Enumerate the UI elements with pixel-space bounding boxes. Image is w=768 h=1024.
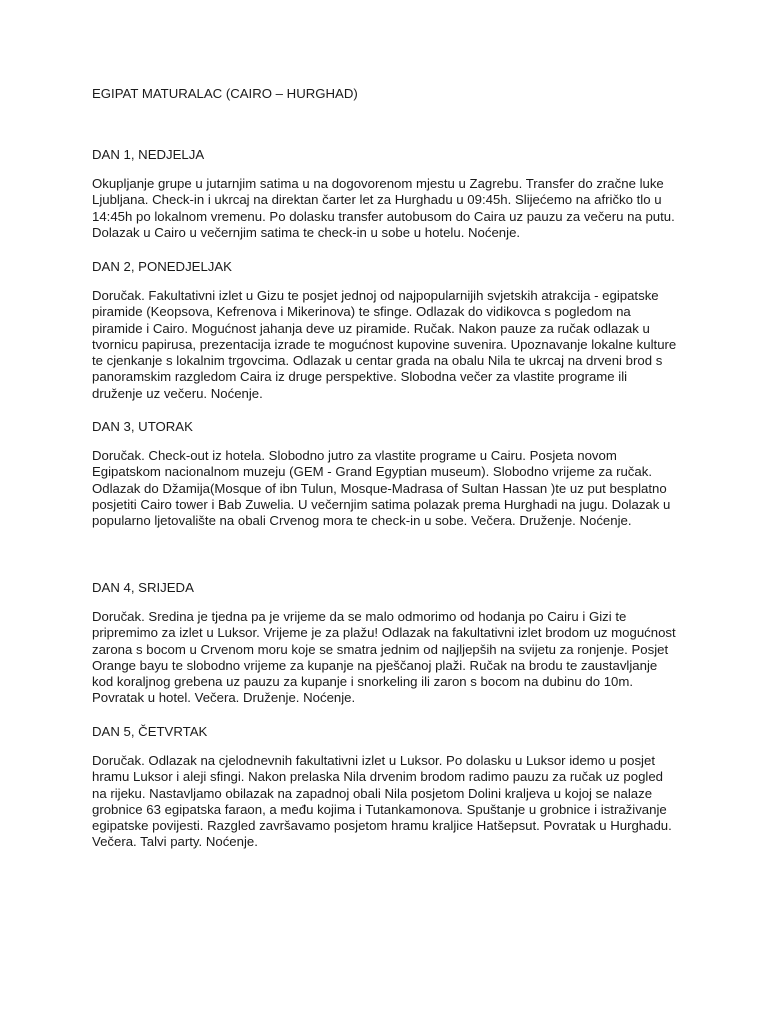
document-title: EGIPAT MATURALAC (CAIRO – HURGHAD) [92,86,358,101]
day-1-text: Okupljanje grupe u jutarnjim satima u na dogovorenom mjestu u Zagrebu. Transfer do zračne luke Ljubljana. Check-in i ukrcaj na direktan čarter let za Hurghadu u 09:45h. Slijećemo na afričko tlo u 14:45h po lokalnom vremenu. Po dolasku transfer autobusom do Caira uz pauzu za večeru na putu. Dolazak u Cairo u večernjim satima te check-in u sobe u hotelu. Noćenje. [92,176,675,240]
day-3-heading: DAN 3, UTORAK [92,419,193,434]
day-1-heading: DAN 1, NEDJELJA [92,147,205,162]
day-4-heading: DAN 4, SRIJEDA [92,580,194,595]
day-4-text: Doručak. Sredina je tjedna pa je vrijeme da se malo odmorimo od hodanja po Cairu i Gizi te pripremimo za izlet u Luksor. Vrijeme je za plažu! Odlazak na fakultativni izlet brodom uz mogućnost zarona s bocom u Crvenom moru koje se smatra jednim od najljepših na svijetu za ronjenje. Posjet Orange bayu te slobodno vrijeme za kupanje na pješčanoj plaži. Ručak na brodu te zaustavljanje kod koraljnog grebena uz pauzu za kupanje i snorkeling ili zaron s bocom na dubinu do 10m. Povratak u hotel. Večera. Druženje. Noćenje. [92,609,676,706]
day-2-heading: DAN 2, PONEDJELJAK [92,259,232,274]
day-5-text: Doručak. Odlazak na cjelodnevnih fakultativni izlet u Luksor. Po dolasku u Luksor idemo u posjet hramu Luksor i aleji sfingi. Nakon prelaska Nila drvenim brodom radimo pauzu za ručak uz pogled na rijeku. Nastavljamo obilazak na zapadnoj obali Nila posjetom Dolini kraljeva u kojoj se nalaze grobnice 63 egipatska faraon, a među kojima i Tutankamonova. Spuštanje u grobnice i istraživanje egipatske povijesti. Razgled završavamo posjetom hramu kraljice Hatšepsut. Povratak u Hurghadu. Večera. Talvi party. Noćenje. [92,753,672,850]
day-5-heading: DAN 5, ČETVRTAK [92,724,208,739]
day-3-text: Doručak. Check-out iz hotela. Slobodno jutro za vlastite programe u Cairu. Posjeta novom Egipatskom nacionalnom muzeju (GEM - Grand Egyptian museum). Slobodno vrijeme za ručak. Odlazak do Džamija(Mosque of ibn Tulun, Mosque-Madrasa of Sultan Hassan )te uz put besplatno posjetiti Cairo tower i Bab Zuwelia. U večernjim satima polazak prema Hurghadi na jugu. Dolazak u popularno ljetovalište na obali Crvenog mora te check-in u sobe. Večera. Druženje. Noćenje. [92,448,671,529]
day-2-text: Doručak. Fakultativni izlet u Gizu te posjet jednoj od najpopularnijih svjetskih atrakcija - egipatske piramide (Keopsova, Kefrenova i Mikerinova) te sfinge. Odlazak do vidikovca s pogledom na piramide i Cairo. Mogućnost jahanja deve uz piramide. Ručak. Nakon pauze za ručak odlazak u tvornicu papirusa, prezentacija izrade te mogućnost kupovine suvenira. Upoznavanje lokalne kulture te cjenkanje s lokalnim trgovcima. Odlazak u centar grada na obalu Nila te ukrcaj na drveni brod s panoramskim razgledom Caira iz druge perspektive. Slobodna večer za vlastite programe ili druženje uz večeru. Noćenje. [92,288,677,401]
